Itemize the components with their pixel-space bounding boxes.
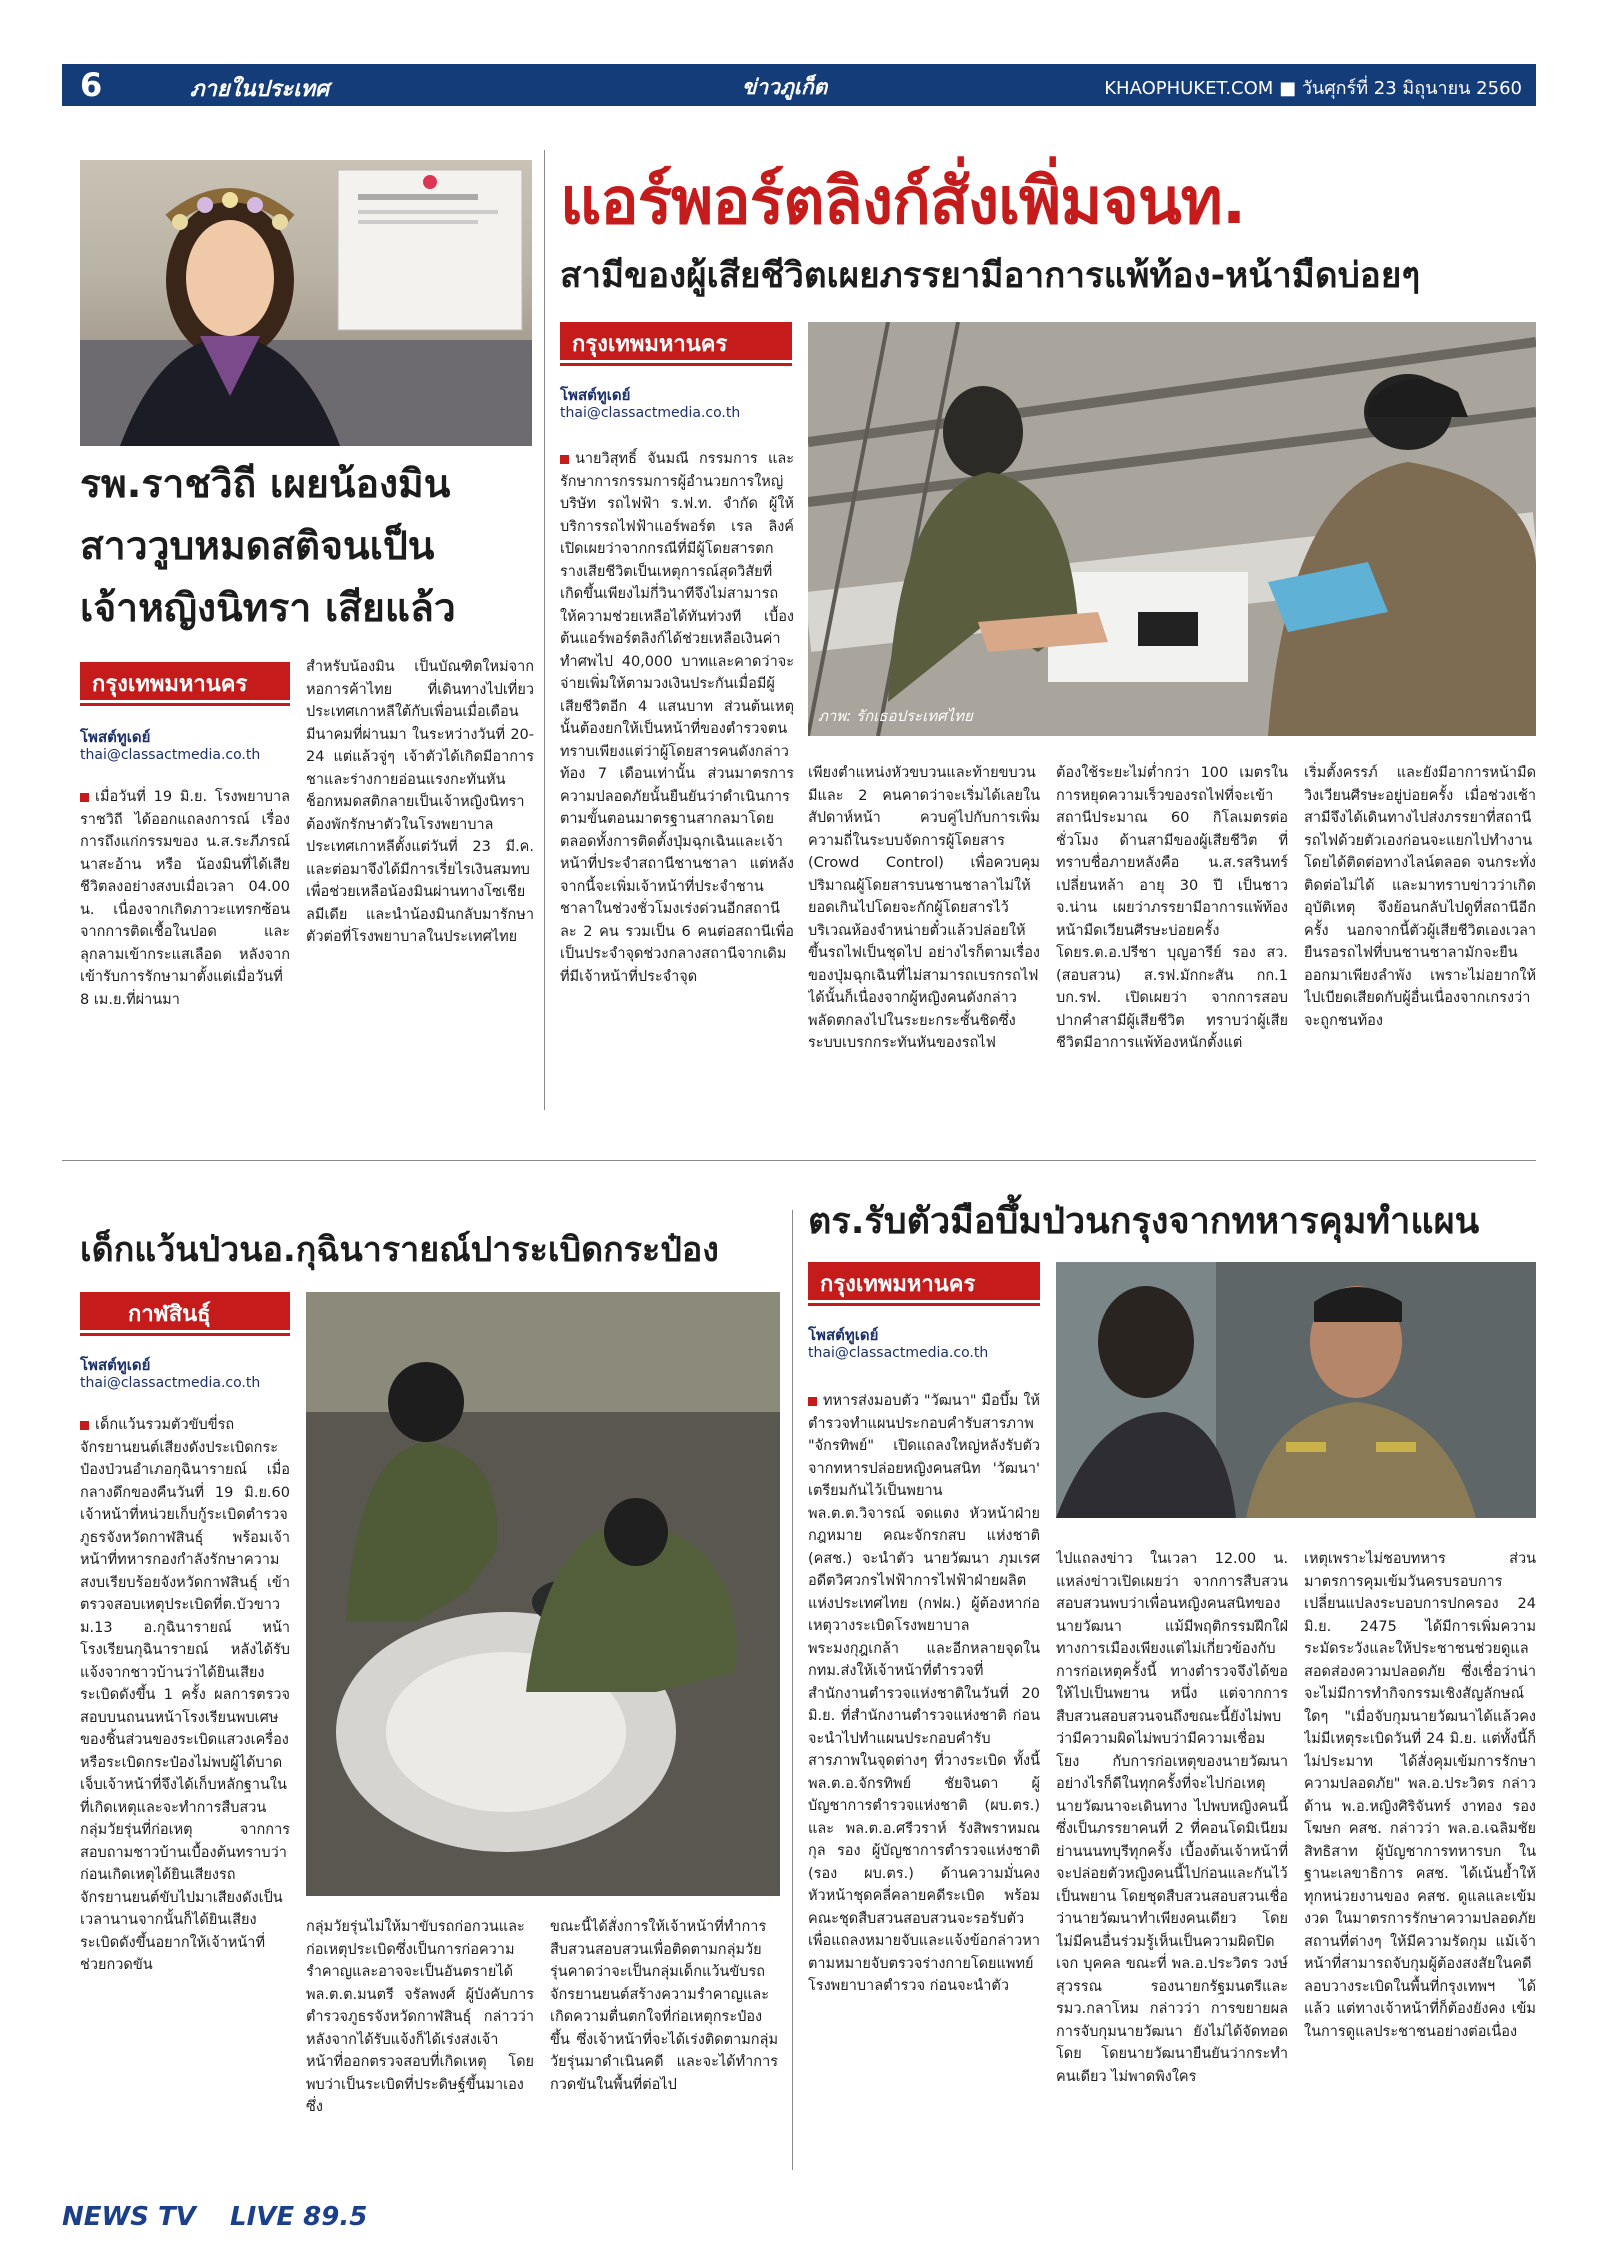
story4-byline (808, 1326, 1040, 1362)
story1-photo (808, 322, 1536, 736)
story3-headline: เด็กแว้นป่วนอ.กุฉินารายณ์ปาระเบิดกระป๋อง (80, 1230, 719, 1270)
graduate-portrait-illustration (80, 160, 532, 446)
story2-headline-line: เจ้าหญิงนิทรา เสียแล้ว (80, 586, 456, 631)
story1-column-2: เพียงตำแหน่งหัวขบวนและท้ายขบวนมีและ 2 คนคาดว่าจะเริ่มได้เลยในสัปดาห์หน้า ควบคู่ไปกับการเพิ่มความถี่ในระบบจัดการผู้โดยสาร (Crowd Control) เพื่อควบคุมปริมาณผู้โดยสารบนชานชาลาไม่ให้ยอดเกินไปโดยจะกักผู้โดยสารไว้บริเวณห้องจำหน่ายตั๋วแล้วปล่อยให้ขึ้นรถไฟเป็นชุดไป อย่างไรก็ตามเรื่องของปุ่มฉุกเฉินที่ไม่สามารถเบรกรถไฟได้นั้นก็เนื่องจากผู้หญิงคนดังกล่าวพลัดตกลงไปในระยะกระชั้นชิดซึ่งระบบเบรกกระทันหันของรถไฟ (808, 765, 1040, 1051)
story2-headline-line: รพ.ราชวิถี เผยน้องมิน (80, 462, 451, 507)
news-tv-logo: NEWS TV (62, 2202, 196, 2232)
story4-column-2: ไปแถลงข่าว ในเวลา 12.00 น. แหล่งข่าวเปิดเผยว่า จากการสืบสวนสอบสวนพบว่าเพื่อนหญิงคนสนิทของนายวัฒนา แม้มีพฤติกรรมฝึกใฝ่ทางการเมืองเพียงแต่ไม่เกี่ยวข้องกับการก่อเหตุครั้งนี้ ทางตำรวจจึงได้ขอให้ไปเป็นพยาน หนึ่ง แต่จากการสืบสวนสอบสวนจนถึงขณะนี้ยังไม่พบว่ามีความผิดไม่พบว่ามีความเชื่อมโยง กับการก่อเหตุของนายวัฒนา อย่างไรก็ดีในทุกครั้งที่จะไปก่อเหตุนายวัฒนาจะเดินทาง ไปพบหญิงคนนี้ซึ่งเป็นภรรยาคนที่ 2 ที่คอนโดมิเนียมย่านนนทบุรีทุกครั้ง เบื้องต้นเจ้าหน้าที่จะปล่อยตัวหญิงคนนี้ไปก่อนและกันไว้เป็นพยาน โดยชุดสืบสวนสอบสวนเชื่อว่านายวัฒนาทำเพียงคนเดียว โดยไม่มีคนอื่นร่วมรู้เห็นเป็นความผิดปิดเจก บุคคล ขณะที่ พล.อ.ประวิตร วงษ์สุวรรณ รองนายกรัฐมนตรีและรมว.กลาโหม กล่าวว่า การขยายผลการจับกุมนายวัฒนา ยังไม่ได้จัดทอดโดย โดยนายวัฒนายืนยันว่ากระทำคนเดียว ไม่พาดพิงใคร (1056, 1551, 1288, 2085)
story3-column-3: ขณะนี้ได้สั่งการให้เจ้าหน้าที่ทำการสืบสวนสอบสวนเพื่อติดตามกลุ่มวัยรุ่นคาดว่าจะเป็นกลุ่มเด็กแว้นขับรถจักรยานยนต์สร้างความรำคาญและเกิดความตื่นตกใจที่ก่อเหตุกระป๋องขึ้น ซึ่งเจ้าหน้าที่จะได้เร่งติดตามกลุ่มวัยรุ่นมาดำเนินคดี และจะได้ทำการกวดขันในพื้นที่ต่อไป (550, 1919, 778, 2093)
byline-email[interactable]: thai@classactmedia.co.th (80, 747, 261, 763)
story2-location-tag: กรุงเทพมหานคร (80, 662, 290, 700)
story4-column-3: เหตุเพราะไม่ชอบทหาร ส่วนมาตรการคุมเข้มวันครบรอบการเปลี่ยนแปลงระบอบการปกครอง 24 มิ.ย. 2475 ได้มีการเพิ่มความระมัดระวังและให้ประชาชนช่วยดูแล สอดส่องความปลอดภัย ซึ่งเชื่อว่าน่าจะไม่มีการทำกิจกรรมเชิงสัญลักษณ์ใดๆ "เมื่อจับกุมนายวัฒนาได้แล้วคงไม่มีเหตุระเบิดวันที่ 24 มิ.ย. แต่ทั้งนี้ก็ไม่ประมาท ได้สั่งคุมเข้มการรักษาความปลอดภัย" พล.อ.ประวิตร กล่าว ด้าน พ.อ.หญิงศิริจันทร์ งาทอง รองโฆษก คสช. กล่าวว่า พล.อ.เฉลิมชัย สิทธิสาท ผู้บัญชาการทหารบก ในฐานะเลขาธิการ คสช. ได้เน้นย้ำให้ทุกหน่วยงานของ คสช. ดูแลและเข้มงวด ในมาตรการรักษาความปลอดภัยสถานที่ต่างๆ ให้มีความรัดกุม แม้เจ้าหน้าที่สามารถจับกุมผู้ต้องสงสัยในคดีลอบวางระเบิดในพื้นที่กรุงเทพฯ ได้แล้ว แต่ทางเจ้าหน้าที่ก็ต้องยังคง เข้มในการดูแลประชาชนอย่างต่อเนื่อง (1304, 1551, 1536, 2040)
live-radio-logo: LIVE 89.5 (230, 2202, 368, 2232)
story1-location-tag: กรุงเทพมหานคร (560, 322, 792, 360)
page-number: 6 (80, 66, 103, 104)
story2-headline-line: สาววูบหมดสติจนเป็น (80, 524, 435, 569)
story1-column-4: เริ่มตั้งครรภ์ และยังมีอาการหน้ามืด วิงเวียนศีรษะอยู่บ่อยครั้ง เมื่อช่วงเช้าสามีจึงได้เดินทางไปส่งภรรยาที่สถานีรถไฟด้วยตัวเองก่อนจะแยกไปทำงาน โดยได้ติดต่อทางไลน์ตลอด จนกระทั่งติดต่อไม่ได้ และมาทราบข่าวว่าเกิดอุบัติเหตุ จึงย้อนกลับไปดูที่สถานีอีกครั้ง นอกจากนี้ตัวผู้เสียชีวิตเองเวลายืนรอรถไฟที่บนชานชาลามักจะยืนออกมาเพียงลำพัง เพราะไม่อยากให้ไปเบียดเสียดกับผู้อื่นเนื่องจากเกรงว่าจะถูกชนท้อง (1304, 765, 1536, 1029)
story1-column-1: นายวิสุทธิ์ จันมณี กรรมการ และ รักษาการกรรมการผู้อำนวยการใหญ่ บริษัท รถไฟฟ้า ร.ฟ.ท. จำกัด ผู้ให้บริการรถไฟฟ้าแอร์พอร์ต เรล ลิงค์ เปิดเผยว่าจากกรณีที่มีผู้โดยสารตกรางเสียชีวิตเป็นเหตุการณ์สุดวิสัยที่เกิดขึ้นเพียงไม่กี่วินาทีจึงไม่สามารถให้ความช่วยเหลือได้ทันท่วงที เบื้องต้นแอร์พอร์ตลิงก์ได้ช่วยเหลือเงินค่าทำศพไป 40,000 บาทและคาดว่าจะจ่ายเพิ่มให้ตามวงเงินประกันเมื่อมีผู้เสียชีวิตอีก 4 แสนบาท ส่วนต้นเหตุนั้นต้องยกให้เป็นหน้าที่ของตำรวจตนทราบเพียงแต่ว่าผู้โดยสารคนดังกล่าวท้อง 7 เดือนเท่านั้น ส่วนมาตรการความปลอดภัยนั้นยืนยันว่าดำเนินการตามขั้นตอนมาตรฐานสากลมาโดยตลอดทั้งการติดตั้งปุ่มฉุกเฉินและเจ้าหน้าที่ประจำสถานีชานชาลา แต่หลังจากนี้จะเพิ่มเจ้าหน้าที่ประจำชานชาลาในช่วงชั่วโมงเร่งด่วนอีกสถานีละ 2 คน รวมเป็น 6 คนต่อสถานีเพื่อเป็นประจำจุดช่วงกลางสถานีจากเดิมที่มีเจ้าหน้าที่ประจำจุด (560, 451, 794, 985)
byline-name: โพสต์ทูเดย์ (560, 386, 631, 404)
story3-location-tag: กาฬสินธุ์ (80, 1292, 290, 1330)
police-officers-illustration (1056, 1262, 1536, 1518)
newspaper-logo: ข่าวภูเก็ต (742, 75, 828, 99)
column-divider (792, 1210, 793, 2170)
story1-byline (560, 386, 792, 422)
page-header (62, 64, 1536, 106)
photo-caption: ภาพ: รักเธอประเทศไทย (818, 707, 973, 725)
story3-photo (306, 1292, 780, 1896)
byline-name: โพสต์ทูเดย์ (80, 1356, 151, 1374)
section-title: ภายในประเทศ (190, 77, 330, 102)
byline-name: โพสต์ทูเดย์ (808, 1326, 879, 1344)
story2-column-1: เมื่อวันที่ 19 มิ.ย. โรงพยาบาลราชวิถี ได้ออกแถลงการณ์ เรื่องการถึงแก่กรรมของ น.ส.ระภีภรณ์ นาสะอ้าน หรือ น้องมินที่ได้เสียชีวิตลงอย่างสงบเมื่อเวลา 04.00 น. เนื่องจากเกิดภาวะแทรกซ้อนจากการติดเชื้อในปอด และลุกลามเข้ากระแสเลือด หลังจากเข้ารับการรักษามาตั้งแต่เมื่อวันที่ 8 เม.ย.ที่ผ่านมา (80, 789, 290, 1008)
story4-column-1: ทหารส่งมอบตัว "วัฒนา" มือบึ้ม ให้ตำรวจทำแผนประกอบคำรับสารภาพ "จักรทิพย์" เปิดแถลงใหญ่หลังรับตัวจากทหารปล่อยหญิงคนสนิท 'วัฒนา' เตรียมกันไว้เป็นพยาน พล.ต.ต.วิจารณ์ จดแตง หัวหน้าฝ่ายกฎหมาย คณะจักรกสบ แห่งชาติ (คสช.) จะนำตัว นายวัฒนา ภุมเรศ อดีตวิศวกรไฟฟ้าการไฟฟ้าฝ่ายผลิตแห่งประเทศไทย (กฟผ.) ผู้ต้องหาก่อเหตุวางระเบิดโรงพยาบาลพระมงกุฎเกล้า และอีกหลายจุดใน กทม.ส่งให้เจ้าหน้าที่ตำรวจที่สำนักงานตำรวจแห่งชาติในวันที่ 20 มิ.ย. ที่สำนักงานตำรวจแห่งชาติ ก่อนจะนำไปทำแผนประกอบคำรับสารภาพในจุดต่างๆ ที่วางระเบิด ทั้งนี้ พล.ต.อ.จักรทิพย์ ชัยจินดา ผู้บัญชาการตำรวจแห่งชาติ (ผบ.ตร.) และ พล.ต.อ.ศรีวราห์ รังสิพราหมณกุล รอง ผู้บัญชาการตำรวจแห่งชาติ (รอง ผบ.ตร.) ด้านความมั่นคง หัวหน้าชุดคลี่คลายคดีระเบิด พร้อมคณะชุดสืบสวนสอบสวนจะรอรับตัว เพื่อแถลงหมายจับและแจ้งข้อกล่าวหาตามหมายจับตรวจร่างกายโดยแพทย์โรงพยาบาลตำรวจ ก่อนจะนำตัว (808, 1393, 1040, 1994)
bomb-scene-illustration (306, 1292, 780, 1896)
header-site-date (1104, 73, 1522, 102)
issue-date: วันศุกร์ที่ 23 มิถุนายน 2560 (1301, 78, 1522, 99)
story2-photo (80, 160, 532, 446)
story3-column-1: เด็กแว้นรวมตัวขับขี่รถจักรยานยนต์เสียงดังประเบิดกระป๋องป่วนอำเภอกุฉินารายณ์ เมื่อกลางดึกของคืนวันที่ 19 มิ.ย.60 เจ้าหน้าที่หน่วยเก็บกู้ระเบิดตำรวจภูธรจังหวัดกาฬสินธุ์ พร้อมเจ้าหน้าที่ทหารกองกำลังรักษาความสงบเรียบร้อยจังหวัดกาฬสินธุ์ เข้าตรวจสอบเหตุประเบิดที่ต.บัวขาว ม.13 อ.กุฉินารายณ์ หน้าโรงเรียนกุฉินารายณ์ หลังได้รับแจ้งจากชาวบ้านว่าได้ยินเสียงระเบิดดังขึ้น 1 ครั้ง ผลการตรวจสอบบนถนนหน้าโรงเรียนพบเศษของชิ้นส่วนของระเบิดแสวงเครื่องหรือระเบิดกระป๋องไม่พบผู้ได้บาดเจ็บเจ้าหน้าที่จึงได้เก็บหลักฐานในที่เกิดเหตุและจะทำการสืบสวนกลุ่มวัยรุ่นที่ก่อเหตุ จากการสอบถามชาวบ้านเบื้องต้นทราบว่าก่อนเกิดเหตุได้ยินเสียงรถจักรยานยนต์ขับไปมาเสียงดังเป็นเวลานานจากนั้นก็ได้ยินเสียงระเบิดดังขึ้นอยากให้เจ้าหน้าที่ช่วยกวดขัน (80, 1417, 290, 1973)
site-url[interactable]: KHAOPHUKET.COM (1104, 78, 1274, 99)
bullet-icon (560, 455, 569, 464)
story3-column-2: กลุ่มวัยรุ่นไม่ให้มาขับรถก่อกวนและก่อเหตุประเบิดซึ่งเป็นการก่อความรำคาญและอาจจะเป็นอันตรายได้ พล.ต.ต.มนตรี จรัลพงศ์ ผู้บังคับการตำรวจภูธรจังหวัดกาฬสินธุ์ กล่าวว่า หลังจากได้รับแจ้งก็ได้เร่งส่งเจ้าหน้าที่ออกตรวจสอบที่เกิดเหตุ โดยพบว่าเป็นระเบิดที่ประดิษฐ์ขึ้นมาเอง ซึ่ง (306, 1919, 534, 2115)
byline-email[interactable]: thai@classactmedia.co.th (80, 1375, 261, 1391)
story3-byline (80, 1356, 290, 1392)
byline-name: โพสต์ทูเดย์ (80, 728, 151, 746)
story2-headline (80, 454, 540, 640)
column-divider (544, 150, 545, 1110)
byline-email[interactable]: thai@classactmedia.co.th (808, 1345, 989, 1361)
story4-location-tag: กรุงเทพมหานคร (808, 1262, 1040, 1300)
byline-email[interactable]: thai@classactmedia.co.th (560, 405, 741, 421)
story1-column-3: ต้องใช้ระยะไม่ต่ำกว่า 100 เมตรในการหยุดความเร็วของรถไฟที่จะเข้าสถานีประมาณ 60 กิโลเมตรต่อชั่วโมง ด้านสามีของผู้เสียชีวิต ที่ทราบชื่อภายหลังคือ น.ส.รสรินทร์ เปลี่ยนหล้า อายุ 30 ปี เป็นชาว จ.น่าน เผยว่าภรรยามีอาการแพ้ท้อง หน้ามืดเวียนศีรษะบ่อยครั้ง โดยร.ต.อ.ปรีชา บุญอารีย์ รอง สว.(สอบสวน) ส.รฟ.มักกะสัน กก.1 บก.รฟ. เปิดเผยว่า จากการสอบปากคำสามีผู้เสียชีวิต ทราบว่าผู้เสียชีวิตมีอาการแพ้ท้องหนักตั้งแต่ (1056, 765, 1288, 1051)
bullet-icon (80, 793, 89, 802)
story4-headline: ตร.รับตัวมือบึ้มป่วนกรุงจากทหารคุมทำแผน (808, 1201, 1480, 1242)
story1-headline: แอร์พอร์ตลิงก์สั่งเพิ่มจนท. (560, 165, 1246, 239)
section-divider (62, 1160, 1536, 1161)
story2-byline (80, 728, 290, 764)
bullet-icon (80, 1421, 89, 1430)
story4-photo (1056, 1262, 1536, 1518)
story1-subhead: สามีของผู้เสียชีวิตเผยภรรยามีอาการแพ้ท้อง-หน้ามืดบ่อยๆ (560, 256, 1421, 296)
story2-column-2: สำหรับน้องมิน เป็นบัณฑิตใหม่จากหอการค้าไทย ที่เดินทางไปเที่ยวประเทศเกาหลีใต้กับเพื่อนเมื่อเดือนมีนาคมที่ผ่านมา ในระหว่างวันที่ 20-24 แต่แล้วจู่ๆ เจ้าตัวได้เกิดมีอาการชาและร่างกายอ่อนแรงกะทันหัน ช็อกหมดสติกลายเป็นเจ้าหญิงนิทรา ต้องพักรักษาตัวในโรงพยาบาลประเทศเกาหลีตั้งแต่วันที่ 23 มี.ค. และต่อมาจึงได้มีการเรี่ยไรเงินสมทบเพื่อช่วยเหลือน้องมินผ่านทางโซเชียลมีเดีย และนำน้องมินกลับมารักษาตัวต่อที่โรงพยาบาลในประเทศไทย (306, 659, 534, 945)
rescue-workers-illustration (808, 322, 1536, 736)
bullet-icon (808, 1397, 817, 1406)
square-icon: ■ (1279, 78, 1297, 99)
